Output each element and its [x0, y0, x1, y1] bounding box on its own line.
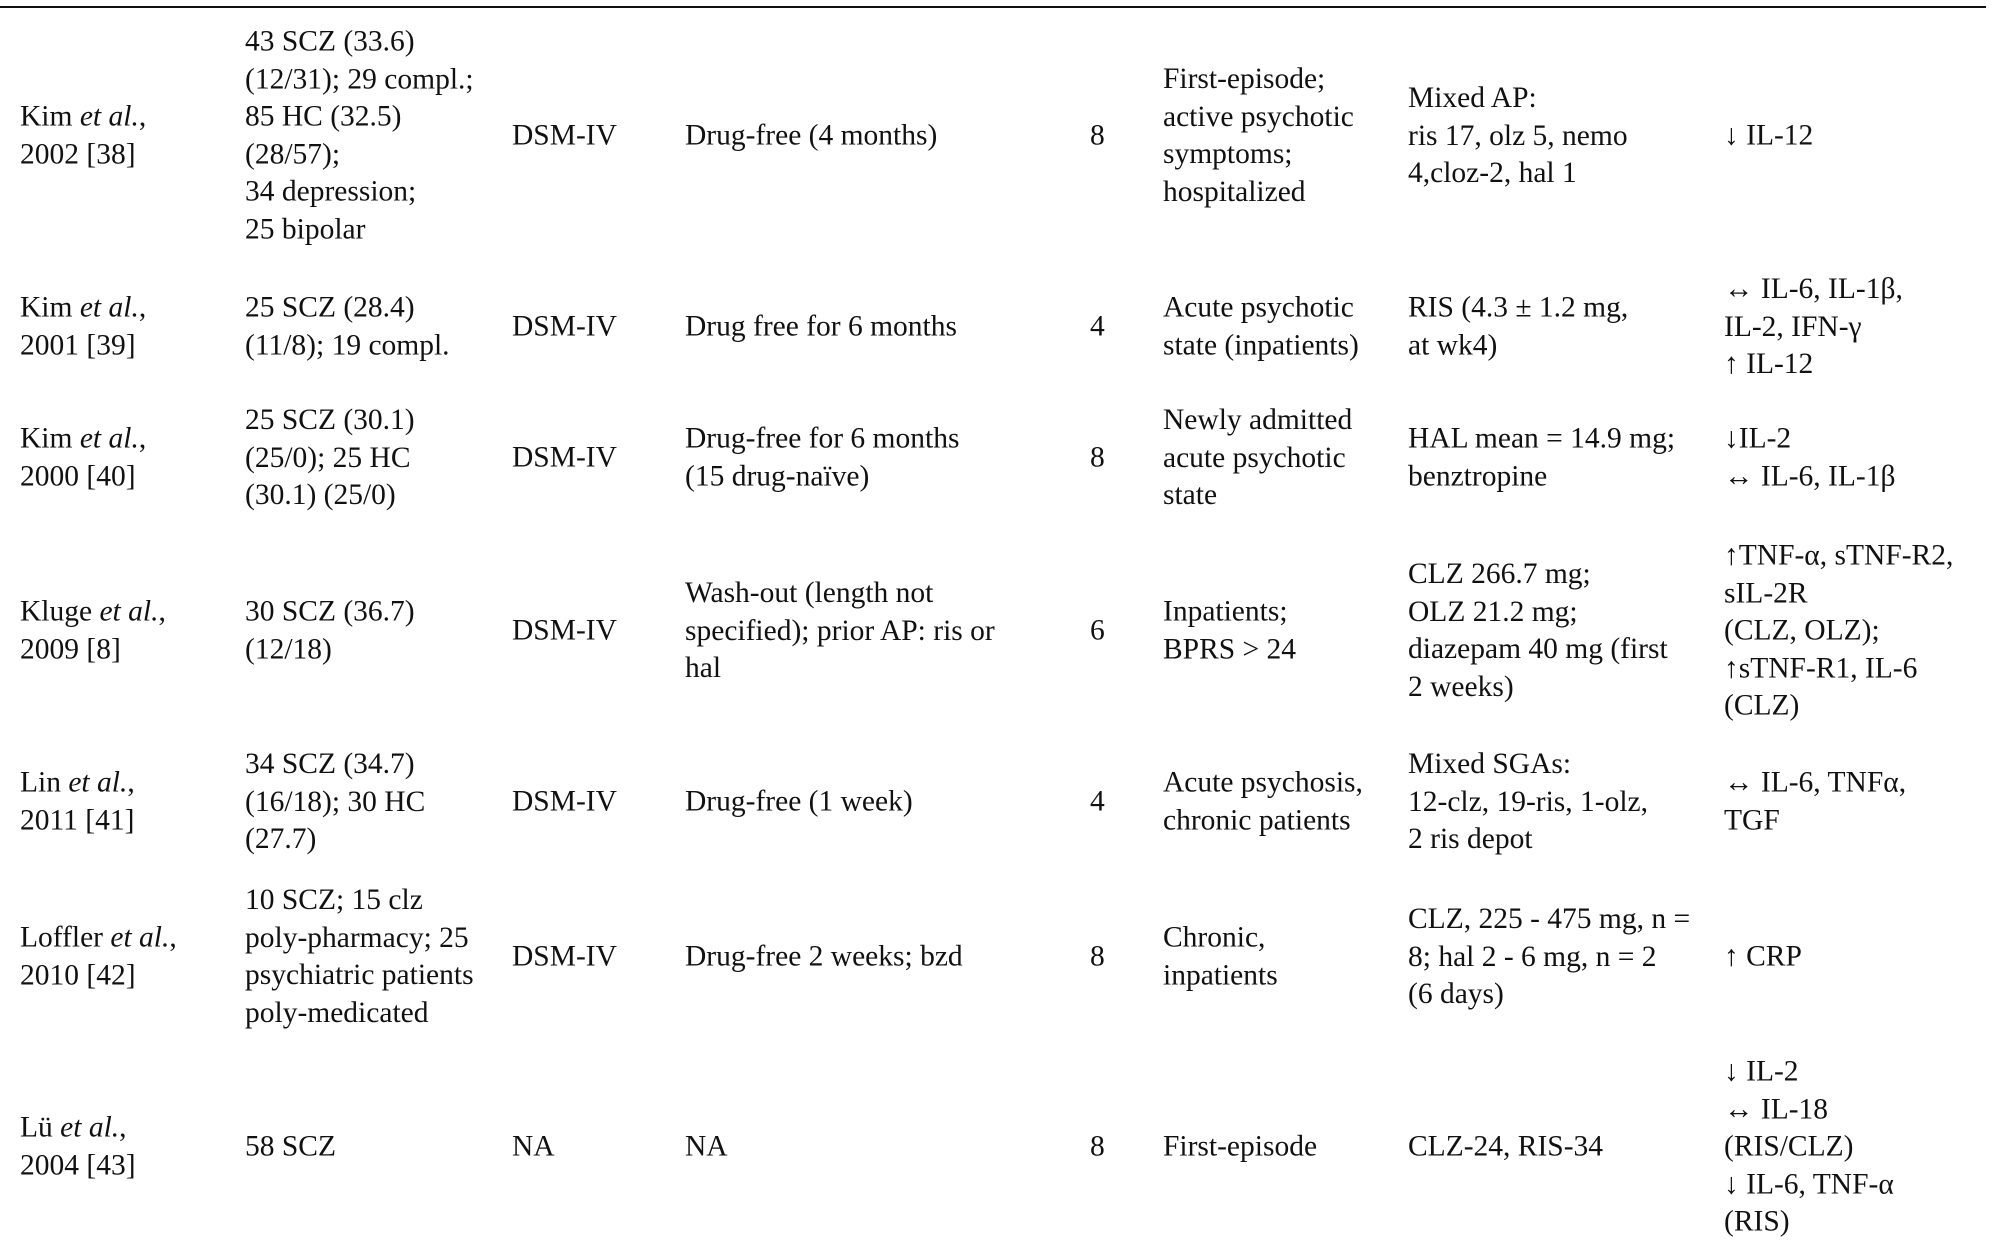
status-cell-line: Drug-free (1 week)	[685, 785, 913, 818]
sample-cell-line: (12/31); 29 compl.;	[245, 63, 474, 95]
clinical-cell-line: Inpatients;	[1163, 595, 1288, 628]
clinical-cell	[1163, 765, 1363, 840]
author-cell-line: Kluge et al.,	[20, 595, 166, 628]
clinical-cell-line: First-episode;	[1163, 63, 1326, 95]
criteria-cell-line: DSM-IV	[512, 614, 617, 647]
treatment-cell-line: at wk4)	[1408, 329, 1498, 361]
author-cell-line: 2001 [39]	[20, 329, 136, 361]
author-cell-line: Lü et al.,	[20, 1111, 127, 1144]
criteria-cell	[512, 1128, 555, 1166]
sample-cell-line: 34 SCZ (34.7)	[245, 747, 415, 780]
treatment-cell-line: benztropine	[1408, 460, 1548, 492]
treatment-cell	[1408, 421, 1675, 496]
weeks-cell-line: 8	[1090, 119, 1105, 152]
author-cell	[20, 765, 135, 840]
status-cell-line: Drug-free for 6 months	[685, 422, 960, 455]
findings-cell	[1724, 421, 1895, 496]
findings-cell-line: ↔ IL-18	[1724, 1092, 1829, 1125]
status-cell-line: hal	[685, 651, 722, 684]
clinical-cell-line: state (inpatients)	[1163, 329, 1359, 361]
clinical-cell-line: chronic patients	[1163, 804, 1351, 836]
findings-cell-line: (CLZ, OLZ);	[1724, 614, 1880, 647]
clinical-cell	[1163, 920, 1278, 995]
treatment-cell	[1408, 746, 1648, 859]
weeks-cell	[1090, 1128, 1105, 1166]
status-cell	[685, 1128, 728, 1166]
sample-cell-line: (12/18)	[245, 633, 332, 665]
clinical-cell-line: Acute psychosis,	[1163, 766, 1363, 799]
sample-cell-line: psychiatric patients	[245, 959, 474, 991]
clinical-cell-line: Acute psychotic	[1163, 291, 1354, 324]
author-cell-line: 2009 [8]	[20, 633, 121, 665]
sample-cell-line: 85 HC (32.5)	[245, 100, 402, 133]
treatment-cell-line: RIS (4.3 ± 1.2 mg,	[1408, 291, 1629, 324]
criteria-cell	[512, 612, 617, 650]
treatment-cell-line: CLZ 266.7 mg;	[1408, 558, 1591, 590]
weeks-cell	[1090, 783, 1105, 821]
weeks-cell	[1090, 938, 1105, 976]
findings-cell-line: ↔ IL-6, IL-1β,	[1724, 272, 1903, 305]
treatment-cell	[1408, 556, 1668, 706]
weeks-cell-line: 8	[1090, 940, 1105, 973]
weeks-cell	[1090, 612, 1105, 650]
sample-cell-line: (16/18); 30 HC	[245, 785, 426, 818]
treatment-cell-line: diazepam 40 mg (first	[1408, 633, 1668, 665]
clinical-cell-line: symptoms;	[1163, 138, 1293, 170]
author-cell-line: Kim et al.,	[20, 291, 147, 324]
weeks-cell-line: 8	[1090, 1130, 1105, 1163]
findings-cell-line: ↓ IL-2	[1724, 1055, 1799, 1088]
criteria-cell	[512, 117, 617, 155]
clinical-cell-line: acute psychotic	[1163, 441, 1346, 474]
sample-cell-line: 10 SCZ; 15 clz	[245, 884, 423, 916]
treatment-cell-line: HAL mean = 14.9 mg;	[1408, 422, 1676, 455]
author-cell	[20, 99, 146, 174]
status-cell-line: Drug-free (4 months)	[685, 119, 938, 152]
findings-cell-line: TGF	[1724, 804, 1780, 836]
status-cell	[685, 783, 913, 821]
criteria-cell-line: DSM-IV	[512, 310, 617, 343]
sample-cell-line: (11/8); 19 compl.	[245, 329, 450, 361]
sample-cell-line: 43 SCZ (33.6)	[245, 25, 415, 58]
sample-cell-line: (27.7)	[245, 822, 317, 855]
clinical-cell-line: BPRS > 24	[1163, 633, 1297, 665]
treatment-cell-line: CLZ-24, RIS-34	[1408, 1130, 1604, 1163]
findings-cell-line: ↑sTNF-R1, IL-6	[1724, 651, 1918, 684]
sample-cell	[245, 594, 415, 669]
treatment-cell	[1408, 901, 1690, 1014]
findings-cell-line: ↑ IL-12	[1724, 347, 1814, 380]
criteria-cell-line: DSM-IV	[512, 940, 617, 973]
treatment-cell-line: 4,cloz-2, hal 1	[1408, 156, 1577, 189]
status-cell	[685, 117, 937, 155]
criteria-cell	[512, 783, 617, 821]
status-cell	[685, 575, 995, 688]
findings-cell-line: (CLZ)	[1724, 689, 1800, 722]
weeks-cell-line: 4	[1090, 310, 1105, 343]
author-cell	[20, 421, 146, 496]
sample-cell	[245, 882, 474, 1032]
findings-cell-line: ↓IL-2	[1724, 422, 1792, 455]
clinical-cell-line: Newly admitted	[1163, 403, 1353, 436]
status-cell-line: Drug-free 2 weeks; bzd	[685, 940, 963, 973]
clinical-cell-line: inpatients	[1163, 959, 1278, 991]
author-cell-line: 2000 [40]	[20, 460, 136, 492]
findings-cell-line: ↑ CRP	[1724, 940, 1802, 973]
findings-cell-line: ↔ IL-6, IL-1β	[1724, 460, 1896, 492]
treatment-cell-line: ris 17, olz 5, nemo	[1408, 119, 1628, 152]
treatment-cell-line: 2 ris depot	[1408, 822, 1533, 855]
status-cell-line: Drug free for 6 months	[685, 310, 957, 343]
clinical-cell-line: First-episode	[1163, 1130, 1318, 1163]
findings-cell-line: (RIS/CLZ)	[1724, 1130, 1854, 1163]
sample-cell-line: 30 SCZ (36.7)	[245, 595, 415, 628]
status-cell-line: Wash-out (length not	[685, 576, 934, 609]
treatment-cell-line: Mixed SGAs:	[1408, 747, 1572, 780]
findings-cell	[1724, 938, 1802, 976]
table-top-rule	[0, 6, 1986, 8]
findings-cell	[1724, 765, 1906, 840]
author-cell-line: Kim et al.,	[20, 100, 147, 133]
status-cell	[685, 938, 963, 976]
status-cell	[685, 421, 959, 496]
clinical-cell-line: Chronic,	[1163, 921, 1266, 954]
clinical-cell	[1163, 594, 1296, 669]
findings-cell-line: sIL-2R	[1724, 576, 1808, 609]
criteria-cell-line: DSM-IV	[512, 785, 617, 818]
criteria-cell-line: DSM-IV	[512, 119, 617, 152]
author-cell-line: Kim et al.,	[20, 422, 147, 455]
criteria-cell-line: DSM-IV	[512, 441, 617, 474]
findings-cell-line: (RIS)	[1724, 1205, 1790, 1238]
clinical-cell	[1163, 61, 1354, 211]
clinical-cell	[1163, 290, 1359, 365]
author-cell-line: 2011 [41]	[20, 804, 135, 836]
treatment-cell-line: (6 days)	[1408, 977, 1504, 1010]
clinical-cell	[1163, 402, 1352, 515]
findings-cell-line: ↓ IL-6, TNF-α	[1724, 1167, 1894, 1200]
author-cell-line: 2002 [38]	[20, 138, 136, 170]
clinical-cell	[1163, 1128, 1317, 1166]
weeks-cell-line: 4	[1090, 785, 1105, 818]
findings-cell-line: ↓ IL-12	[1724, 119, 1814, 152]
status-cell	[685, 308, 957, 346]
findings-cell	[1724, 117, 1813, 155]
weeks-cell	[1090, 117, 1105, 155]
weeks-cell	[1090, 308, 1105, 346]
sample-cell	[245, 402, 415, 515]
treatment-cell-line: OLZ 21.2 mg;	[1408, 595, 1578, 628]
treatment-cell-line: 8; hal 2 - 6 mg, n = 2	[1408, 940, 1657, 973]
sample-cell	[245, 290, 450, 365]
sample-cell	[245, 24, 474, 249]
clinical-cell-line: hospitalized	[1163, 175, 1306, 208]
criteria-cell	[512, 938, 617, 976]
findings-cell	[1724, 1053, 1894, 1241]
author-cell	[20, 290, 146, 365]
weeks-cell	[1090, 439, 1105, 477]
findings-cell-line: IL-2, IFN-γ	[1724, 310, 1862, 343]
findings-cell-line: ↑TNF-α, sTNF-R2,	[1724, 539, 1954, 572]
status-cell-line: specified); prior AP: ris or	[685, 614, 995, 647]
treatment-cell-line: CLZ, 225 - 475 mg, n =	[1408, 902, 1691, 935]
treatment-cell	[1408, 80, 1628, 193]
weeks-cell-line: 8	[1090, 441, 1105, 474]
sample-cell-line: 25 SCZ (28.4)	[245, 291, 415, 324]
author-cell	[20, 594, 166, 669]
treatment-cell-line: Mixed AP:	[1408, 81, 1537, 114]
treatment-cell-line: 12-clz, 19-ris, 1-olz,	[1408, 785, 1649, 818]
criteria-cell-line: NA	[512, 1130, 555, 1163]
sample-cell-line: 58 SCZ	[245, 1130, 336, 1163]
findings-cell-line: ↔ IL-6, TNFα,	[1724, 766, 1907, 799]
criteria-cell	[512, 308, 617, 346]
sample-cell-line: (25/0); 25 HC	[245, 441, 411, 474]
author-cell	[20, 920, 177, 995]
treatment-cell	[1408, 1128, 1603, 1166]
status-cell-line: (15 drug-naïve)	[685, 460, 870, 492]
sample-cell-line: poly-medicated	[245, 996, 429, 1029]
author-cell	[20, 1110, 136, 1185]
treatment-cell-line: 2 weeks)	[1408, 670, 1514, 703]
sample-cell-line: (28/57);	[245, 138, 341, 170]
criteria-cell	[512, 439, 617, 477]
clinical-cell-line: state	[1163, 478, 1218, 511]
sample-cell-line: 34 depression;	[245, 175, 417, 208]
clinical-cell-line: active psychotic	[1163, 100, 1354, 133]
author-cell-line: Loffler et al.,	[20, 921, 177, 954]
treatment-cell	[1408, 290, 1628, 365]
sample-cell	[245, 746, 425, 859]
sample-cell-line: 25 SCZ (30.1)	[245, 403, 415, 436]
findings-cell	[1724, 537, 1953, 725]
status-cell-line: NA	[685, 1130, 728, 1163]
author-cell-line: Lin et al.,	[20, 766, 135, 799]
sample-cell	[245, 1128, 336, 1166]
author-cell-line: 2010 [42]	[20, 959, 136, 991]
sample-cell-line: 25 bipolar	[245, 213, 366, 245]
author-cell-line: 2004 [43]	[20, 1149, 136, 1181]
sample-cell-line: (30.1) (25/0)	[245, 478, 396, 511]
findings-cell	[1724, 271, 1903, 384]
weeks-cell-line: 6	[1090, 614, 1105, 647]
sample-cell-line: poly-pharmacy; 25	[245, 921, 469, 954]
